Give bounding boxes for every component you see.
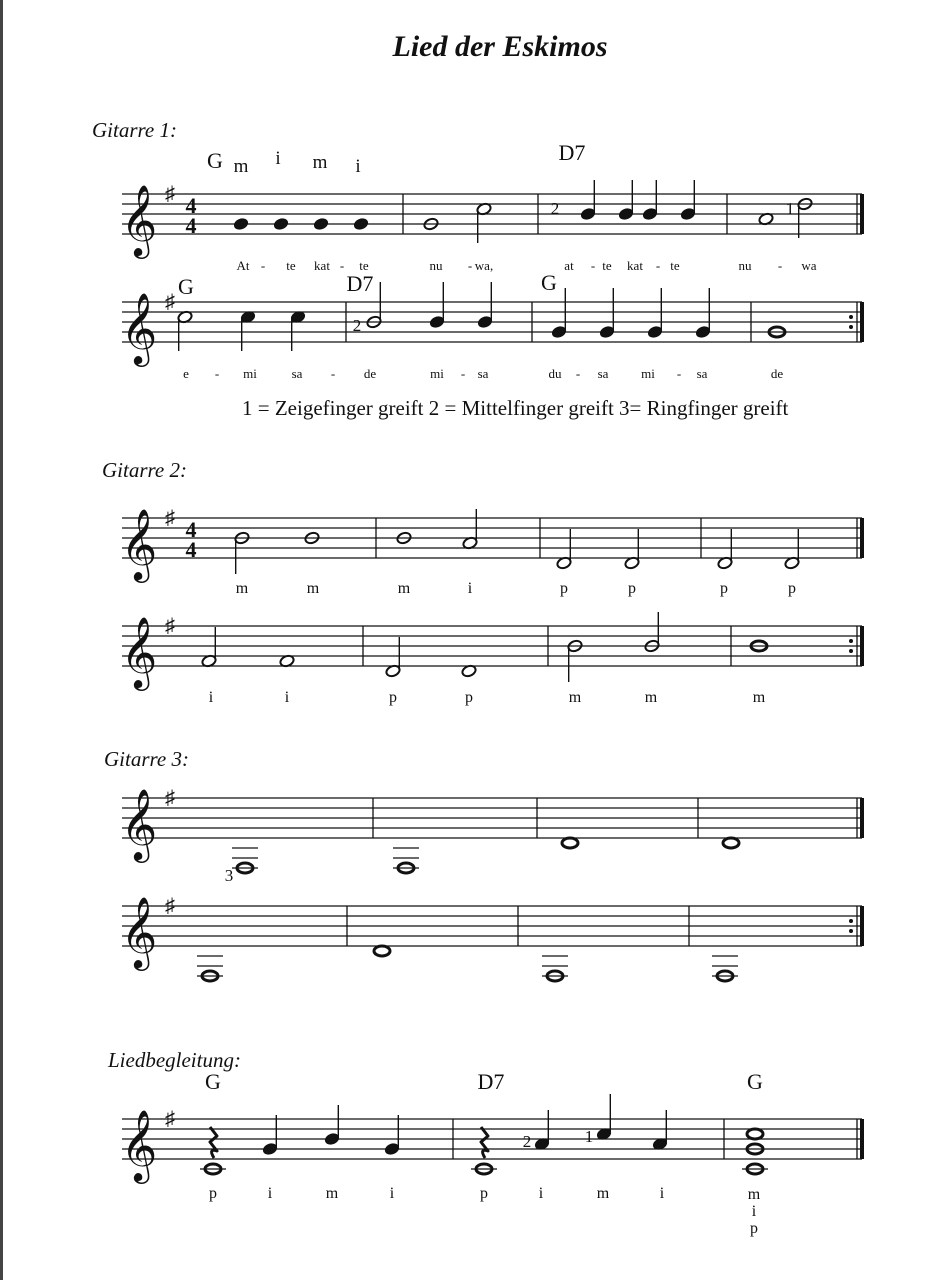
repeat-dot [849, 929, 853, 933]
finger-legend: 1 = Zeigefinger greift 2 = Mittelfinger greift 3= Ringfinger greift [242, 396, 789, 420]
treble-clef-icon: 𝄞 [120, 511, 158, 579]
finger-letter: i [389, 1185, 395, 1202]
time-signature-bottom: 4 [185, 213, 197, 238]
lyric-syllable: wa, [474, 258, 494, 273]
treble-clef-icon: 𝄞 [120, 791, 158, 859]
quarter-note [313, 217, 329, 231]
chord-symbol: D7 [346, 271, 374, 296]
time-signature-top: 4 [185, 517, 197, 542]
finger-letter: i [467, 580, 473, 597]
final-bar [860, 302, 864, 342]
lyric-syllable: nu [738, 258, 752, 273]
lyric-syllable: - [777, 258, 783, 273]
sharp-key-signature: ♯ [165, 291, 175, 313]
chord-symbol: G [541, 270, 557, 295]
finger-letter: m [644, 689, 658, 706]
lyric-syllable: - [590, 258, 596, 273]
whole-note [562, 838, 578, 848]
finger-letter: p [750, 1220, 758, 1237]
lyric-syllable: kat [314, 258, 330, 273]
repeat-dot [849, 649, 853, 653]
repeat-dot [849, 639, 853, 643]
repeat-dot [849, 919, 853, 923]
finger-letter: m [312, 152, 328, 173]
lyric-syllable: - [330, 366, 336, 381]
lyric-syllable: te [602, 258, 612, 273]
quarter-rest-icon [210, 1127, 217, 1158]
finger-letter: p [389, 689, 397, 706]
lyric-syllable: de [770, 366, 784, 381]
fingering-number: 3 [224, 866, 234, 885]
finger-letter: p [209, 1185, 217, 1202]
lyric-syllable: at [564, 258, 574, 273]
quarter-note [273, 217, 289, 231]
lyric-syllable: e [183, 366, 189, 381]
time-signature-top: 4 [185, 193, 197, 218]
treble-clef-icon: 𝄞 [120, 899, 158, 967]
lyric-syllable: - [260, 258, 266, 273]
whole-note [723, 838, 739, 848]
final-bar [860, 798, 864, 838]
lyric-syllable: sa [291, 366, 303, 381]
finger-letter: m [233, 156, 249, 177]
time-signature-bottom: 4 [185, 537, 197, 562]
lyric-syllable: - [214, 366, 220, 381]
final-bar [860, 906, 864, 946]
lyric-syllable: nu [429, 258, 443, 273]
fingering-number: 1 [584, 1127, 594, 1146]
lyric-syllable: mi [430, 366, 444, 381]
chord-symbol: G [747, 1069, 763, 1094]
whole-note [374, 946, 390, 956]
chord-symbol: G [207, 148, 223, 173]
quarter-note [353, 217, 369, 231]
lyric-syllable: - [676, 366, 682, 381]
repeat-dot [849, 315, 853, 319]
treble-clef-icon: 𝄞 [120, 619, 158, 687]
lyric-syllable: du [548, 366, 562, 381]
sharp-key-signature: ♯ [165, 895, 175, 917]
lyric-syllable: te [670, 258, 680, 273]
finger-letter: i [538, 1185, 544, 1202]
final-bar [860, 626, 864, 666]
finger-letter: m [747, 1186, 761, 1203]
finger-letter: m [325, 1185, 339, 1202]
sharp-key-signature: ♯ [165, 507, 175, 529]
finger-letter: p [628, 580, 636, 597]
final-bar [860, 518, 864, 558]
quarter-note [233, 217, 249, 231]
finger-letter: p [720, 580, 728, 597]
sharp-key-signature: ♯ [165, 1108, 175, 1130]
lyric-syllable: de [363, 366, 377, 381]
finger-letter: p [560, 580, 568, 597]
lyric-syllable: wa [801, 258, 817, 273]
chord-symbol: G [178, 274, 194, 299]
lyric-syllable: kat [627, 258, 643, 273]
lyric-syllable: - [575, 366, 581, 381]
lyric-syllable: - [655, 258, 661, 273]
finger-letter: p [480, 1185, 488, 1202]
lyric-syllable: sa [597, 366, 609, 381]
finger-letter: i [659, 1185, 665, 1202]
repeat-dot [849, 325, 853, 329]
section-label-gitarre-2: Gitarre 2: [102, 458, 187, 482]
lyric-syllable: mi [641, 366, 655, 381]
finger-letter: i [355, 156, 361, 177]
lyric-syllable: - [467, 258, 473, 273]
whole-note [747, 1129, 763, 1139]
chord-symbol: D7 [477, 1069, 505, 1094]
lyric-syllable: - [339, 258, 345, 273]
treble-clef-icon: 𝄞 [120, 295, 158, 363]
lyric-syllable: sa [696, 366, 708, 381]
section-label-liedbegleitung: Liedbegleitung: [108, 1048, 241, 1072]
sharp-key-signature: ♯ [165, 183, 175, 205]
fingering-number: 2 [522, 1132, 532, 1151]
finger-letter: i [284, 689, 290, 706]
sharp-key-signature: ♯ [165, 787, 175, 809]
finger-letter: m [397, 580, 411, 597]
finger-letter: m [306, 580, 320, 597]
chord-symbol: D7 [558, 140, 586, 165]
treble-clef-icon: 𝄞 [120, 1112, 158, 1180]
fingering-number: 1 [785, 199, 795, 218]
finger-letter: p [465, 689, 473, 706]
lyric-syllable: te [359, 258, 369, 273]
treble-clef-icon: 𝄞 [120, 187, 158, 255]
finger-letter: m [596, 1185, 610, 1202]
final-bar [860, 1119, 864, 1159]
fingering-number: 2 [352, 316, 362, 335]
chord-symbol: G [205, 1069, 221, 1094]
finger-letter: p [788, 580, 796, 597]
finger-letter: m [568, 689, 582, 706]
section-label-gitarre-3: Gitarre 3: [104, 747, 189, 771]
fingering-number: 2 [550, 199, 560, 218]
finger-letter: i [275, 148, 281, 169]
quarter-rest-icon [481, 1127, 488, 1158]
lyric-syllable: At [236, 258, 250, 273]
lyric-syllable: mi [243, 366, 257, 381]
finger-letter: i [267, 1185, 273, 1202]
lyric-syllable: sa [477, 366, 489, 381]
finger-letter: i [208, 689, 214, 706]
song-title: Lied der Eskimos [392, 30, 608, 63]
sharp-key-signature: ♯ [165, 615, 175, 637]
finger-letter: i [751, 1203, 757, 1220]
lyric-syllable: - [460, 366, 466, 381]
lyric-syllable: te [286, 258, 296, 273]
finger-letter: m [752, 689, 766, 706]
finger-letter: m [235, 580, 249, 597]
section-label-gitarre-1: Gitarre 1: [92, 118, 177, 142]
final-bar [860, 194, 864, 234]
